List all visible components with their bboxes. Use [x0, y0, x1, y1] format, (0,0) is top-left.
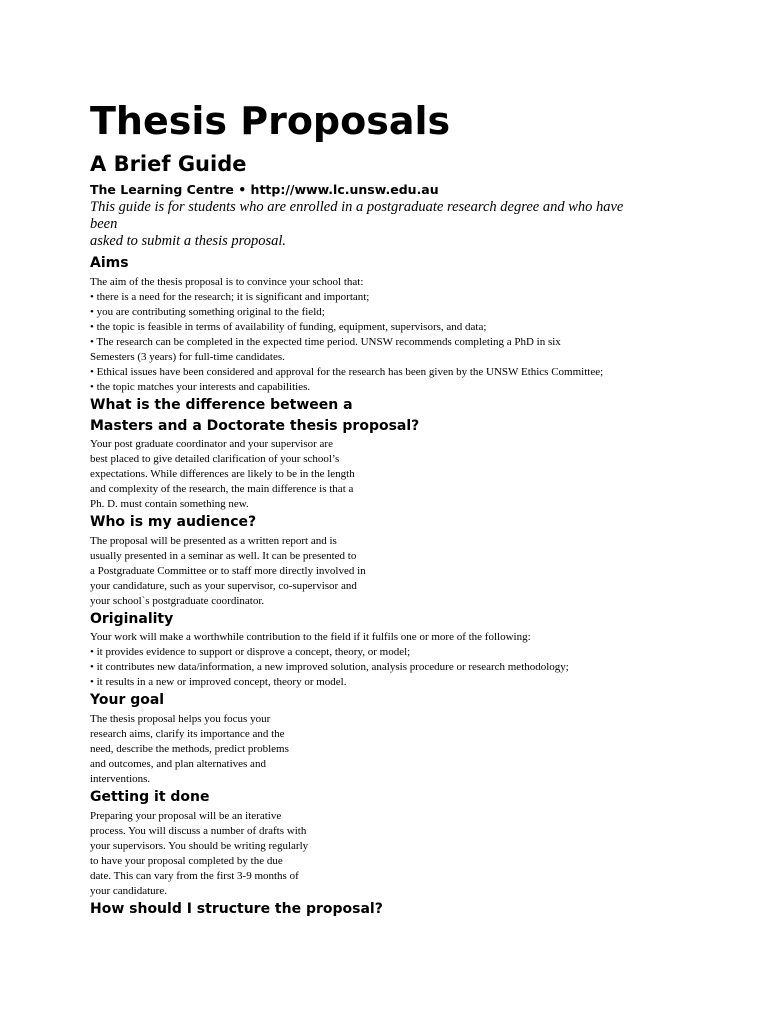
document-subtitle: A Brief Guide [90, 152, 247, 176]
body-line: and complexity of the research, the main difference is that a [90, 483, 354, 495]
body-line: The aim of the thesis proposal is to convince your school that: [90, 276, 364, 288]
originality-body [90, 630, 569, 690]
body-line: • you are contributing something original to the field; [90, 306, 325, 318]
body-line: usually presented in a seminar as well. It can be presented to [90, 550, 357, 562]
body-line: Semesters (3 years) for full-time candidates. [90, 351, 285, 363]
body-line: • the topic is feasible in terms of availability of funding, equipment, supervisors, and data; [90, 321, 487, 333]
originality-heading: Originality [90, 611, 174, 627]
difference-heading-line2: Masters and a Doctorate thesis proposal? [90, 418, 420, 434]
body-line: • it contributes new data/information, a new improved solution, analysis procedure or research methodology; [90, 661, 569, 673]
goal-heading: Your goal [90, 692, 165, 708]
intro-line: This guide is for students who are enrolled in a postgraduate research degree and who have [90, 199, 624, 215]
body-line: The thesis proposal helps you focus your [90, 713, 271, 725]
intro-line: been [90, 216, 118, 232]
aims-heading: Aims [90, 255, 129, 271]
body-line: process. You will discuss a number of drafts with [90, 825, 307, 837]
body-line: The proposal will be presented as a written report and is [90, 535, 337, 547]
body-line: • it provides evidence to support or disprove a concept, theory, or model; [90, 646, 411, 658]
aims-body [90, 275, 603, 395]
body-line: your supervisors. You should be writing regularly [90, 840, 309, 852]
body-line: your candidature. [90, 885, 167, 897]
getting-done-heading: Getting it done [90, 789, 210, 805]
body-line: interventions. [90, 773, 151, 785]
body-line: • Ethical issues have been considered and approval for the research has been given by the UNSW Ethics Committee; [90, 366, 604, 378]
audience-body [90, 534, 366, 609]
goal-body [90, 712, 289, 787]
body-line: need, describe the methods, predict problems [90, 743, 289, 755]
body-line: • it results in a new or improved concept, theory or model. [90, 676, 347, 688]
body-line: to have your proposal completed by the due [90, 855, 283, 867]
body-line: Your post graduate coordinator and your supervisor are [90, 438, 333, 450]
body-line: expectations. While differences are likely to be in the length [90, 468, 355, 480]
body-line: • the topic matches your interests and capabilities. [90, 381, 311, 393]
body-line: • there is a need for the research; it is significant and important; [90, 291, 370, 303]
body-line: your school`s postgraduate coordinator. [90, 595, 265, 607]
difference-heading-line1: What is the difference between a [90, 397, 353, 413]
difference-body [90, 437, 355, 512]
body-line: research aims, clarify its importance and the [90, 728, 285, 740]
body-line: Your work will make a worthwhile contribution to the field if it fulfils one or more of the following: [90, 631, 531, 643]
body-line: • The research can be completed in the expected time period. UNSW recommends completing a PhD in six [90, 336, 561, 348]
body-line: date. This can vary from the first 3-9 months of [90, 870, 299, 882]
audience-heading: Who is my audience? [90, 514, 257, 530]
body-line: Ph. D. must contain something new. [90, 498, 249, 510]
body-line: a Postgraduate Committee or to staff more directly involved in [90, 565, 366, 577]
document-title: Thesis Proposals [90, 99, 451, 143]
body-line: your candidature, such as your supervisor, co-supervisor and [90, 580, 357, 592]
getting-done-body [90, 809, 308, 899]
source-line: The Learning Centre • http://www.lc.unsw.edu.au [90, 182, 439, 197]
body-line: Preparing your proposal will be an iterative [90, 810, 282, 822]
body-line: and outcomes, and plan alternatives and [90, 758, 266, 770]
structure-heading: How should I structure the proposal? [90, 901, 383, 917]
body-line: best placed to give detailed clarification of your school’s [90, 453, 340, 465]
intro-paragraph [90, 199, 665, 250]
intro-line: asked to submit a thesis proposal. [90, 233, 287, 249]
